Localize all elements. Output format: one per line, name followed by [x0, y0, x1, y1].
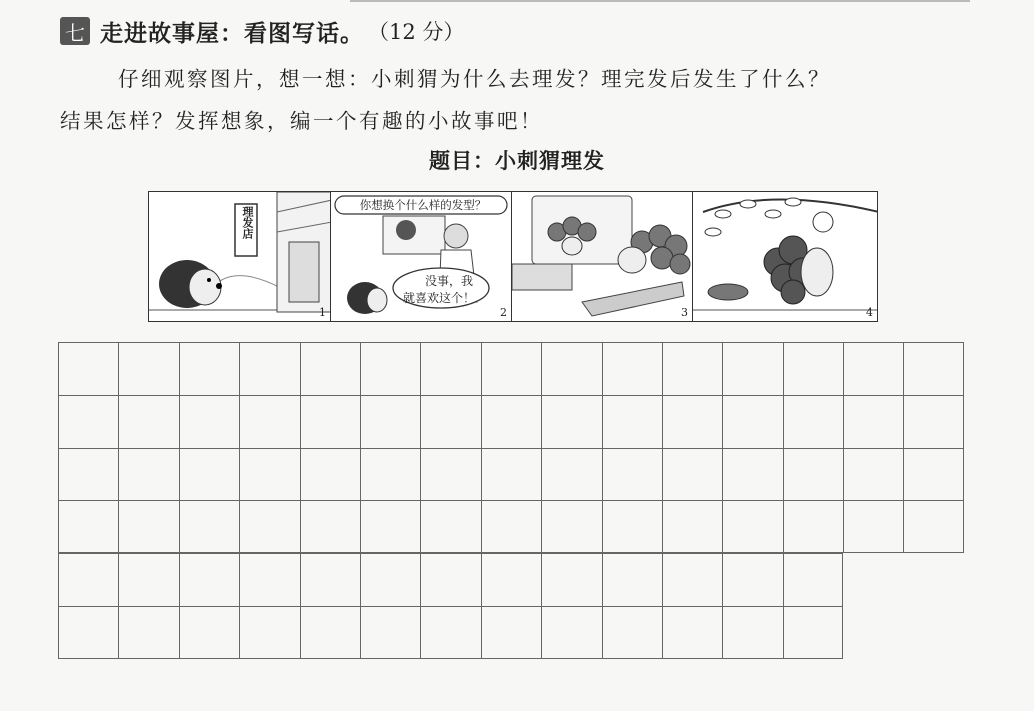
writing-cell[interactable]	[58, 500, 118, 553]
writing-cell[interactable]	[602, 553, 662, 606]
writing-cell[interactable]	[662, 395, 722, 448]
writing-cell[interactable]	[843, 342, 903, 395]
writing-cell[interactable]	[481, 395, 541, 448]
writing-cell[interactable]	[843, 448, 903, 501]
grid-row	[58, 553, 964, 606]
writing-cell[interactable]	[360, 606, 420, 659]
writing-cell[interactable]	[662, 553, 722, 606]
writing-cell[interactable]	[662, 342, 722, 395]
writing-cell[interactable]	[783, 500, 843, 553]
panel-number-4: 4	[866, 306, 873, 319]
writing-cell[interactable]	[360, 448, 420, 501]
barbershop-sign: 理发店	[241, 206, 254, 239]
writing-cell[interactable]	[783, 342, 843, 395]
writing-cell[interactable]	[300, 448, 360, 501]
panel-number-3: 3	[681, 306, 688, 319]
writing-cell[interactable]	[662, 500, 722, 553]
writing-cell[interactable]	[783, 395, 843, 448]
writing-cell[interactable]	[420, 553, 480, 606]
writing-cell[interactable]	[903, 448, 963, 501]
writing-cell[interactable]	[118, 395, 178, 448]
speech-bubble-hedgehog-line-2: 就喜欢这个！	[403, 291, 476, 305]
grid-row	[58, 395, 964, 448]
writing-cell[interactable]	[602, 606, 662, 659]
comic-strip	[148, 191, 878, 322]
speech-bubble-barber: 你想换个什么样的发型？	[359, 198, 487, 212]
writing-cell[interactable]	[481, 342, 541, 395]
writing-cell[interactable]	[179, 395, 239, 448]
section-heading	[60, 14, 464, 48]
writing-cell[interactable]	[300, 395, 360, 448]
writing-cell[interactable]	[481, 606, 541, 659]
writing-cell[interactable]	[58, 448, 118, 501]
writing-cell[interactable]	[662, 606, 722, 659]
writing-cell[interactable]	[783, 553, 843, 606]
apple-icon	[813, 212, 833, 232]
writing-cell[interactable]	[481, 500, 541, 553]
writing-cell[interactable]	[239, 500, 299, 553]
writing-cell[interactable]	[420, 500, 480, 553]
writing-cell[interactable]	[420, 342, 480, 395]
writing-cell[interactable]	[541, 395, 601, 448]
writing-cell[interactable]	[722, 395, 782, 448]
writing-cell[interactable]	[58, 395, 118, 448]
writing-cell[interactable]	[360, 553, 420, 606]
comic-panel-3	[511, 191, 693, 322]
writing-cell[interactable]	[179, 342, 239, 395]
writing-cell[interactable]	[300, 553, 360, 606]
writing-cell[interactable]	[903, 342, 963, 395]
writing-cell[interactable]	[541, 606, 601, 659]
writing-cell[interactable]	[420, 448, 480, 501]
writing-cell[interactable]	[179, 553, 239, 606]
writing-cell[interactable]	[722, 553, 782, 606]
comic-panel-1	[148, 191, 331, 322]
writing-cell[interactable]	[179, 500, 239, 553]
curly-hair-mirror-illustration	[512, 192, 693, 322]
writing-cell[interactable]	[58, 342, 118, 395]
instruction-line-1: 仔细观察图片，想一想：小刺猬为什么去理发？理完发后发生了什么？	[118, 67, 831, 91]
writing-cell[interactable]	[300, 500, 360, 553]
writing-cell[interactable]	[843, 395, 903, 448]
grid-row	[58, 500, 964, 553]
writing-cell[interactable]	[360, 342, 420, 395]
writing-cell[interactable]	[179, 606, 239, 659]
writing-cell[interactable]	[420, 395, 480, 448]
story-title: 题目：小刺猬理发	[429, 149, 605, 173]
writing-cell[interactable]	[602, 395, 662, 448]
writing-cell[interactable]	[783, 448, 843, 501]
grid-row	[58, 342, 964, 395]
writing-cell[interactable]	[118, 448, 178, 501]
writing-cell[interactable]	[662, 448, 722, 501]
panel-number-2: 2	[500, 306, 507, 319]
writing-cell[interactable]	[541, 553, 601, 606]
instruction-line-2: 结果怎样？发挥想象，编一个有趣的小故事吧！	[60, 109, 543, 133]
writing-cell[interactable]	[118, 500, 178, 553]
writing-grid	[58, 342, 964, 659]
cow-icon	[708, 284, 748, 300]
writing-cell[interactable]	[420, 606, 480, 659]
writing-cell[interactable]	[602, 342, 662, 395]
writing-cell[interactable]	[903, 395, 963, 448]
writing-cell[interactable]	[239, 395, 299, 448]
writing-cell[interactable]	[58, 553, 118, 606]
comic-panel-2	[330, 191, 512, 322]
writing-cell[interactable]	[300, 342, 360, 395]
comic-panel-4	[692, 191, 878, 322]
writing-cell[interactable]	[602, 500, 662, 553]
writing-cell[interactable]	[903, 500, 963, 553]
writing-cell[interactable]	[843, 500, 903, 553]
section-score: （12 分）	[368, 20, 465, 44]
section-number-badge: 七	[60, 17, 90, 45]
writing-cell[interactable]	[239, 448, 299, 501]
writing-cell[interactable]	[179, 448, 239, 501]
writing-cell[interactable]	[118, 606, 178, 659]
writing-cell[interactable]	[722, 448, 782, 501]
writing-cell[interactable]	[602, 448, 662, 501]
writing-cell[interactable]	[722, 342, 782, 395]
panel-number-1: 1	[319, 306, 326, 319]
writing-cell[interactable]	[360, 395, 420, 448]
writing-cell[interactable]	[239, 553, 299, 606]
apple-tree-illustration	[693, 192, 878, 322]
writing-cell[interactable]	[58, 606, 118, 659]
writing-cell[interactable]	[239, 342, 299, 395]
speech-bubble-hedgehog-line-1: 没事，我	[425, 274, 474, 288]
writing-cell[interactable]	[118, 553, 178, 606]
writing-cell[interactable]	[722, 606, 782, 659]
writing-cell[interactable]	[118, 342, 178, 395]
writing-cell[interactable]	[481, 448, 541, 501]
grid-row	[58, 606, 964, 659]
writing-cell[interactable]	[541, 500, 601, 553]
writing-cell[interactable]	[239, 606, 299, 659]
hedgehog-icon	[159, 260, 222, 308]
top-divider	[350, 0, 970, 2]
writing-cell[interactable]	[360, 500, 420, 553]
section-title: 走进故事屋：看图写话。	[100, 20, 364, 47]
writing-cell[interactable]	[783, 606, 843, 659]
writing-cell[interactable]	[300, 606, 360, 659]
writing-cell[interactable]	[481, 553, 541, 606]
grid-row	[58, 448, 964, 501]
writing-cell[interactable]	[722, 500, 782, 553]
writing-cell[interactable]	[541, 448, 601, 501]
writing-cell[interactable]	[541, 342, 601, 395]
